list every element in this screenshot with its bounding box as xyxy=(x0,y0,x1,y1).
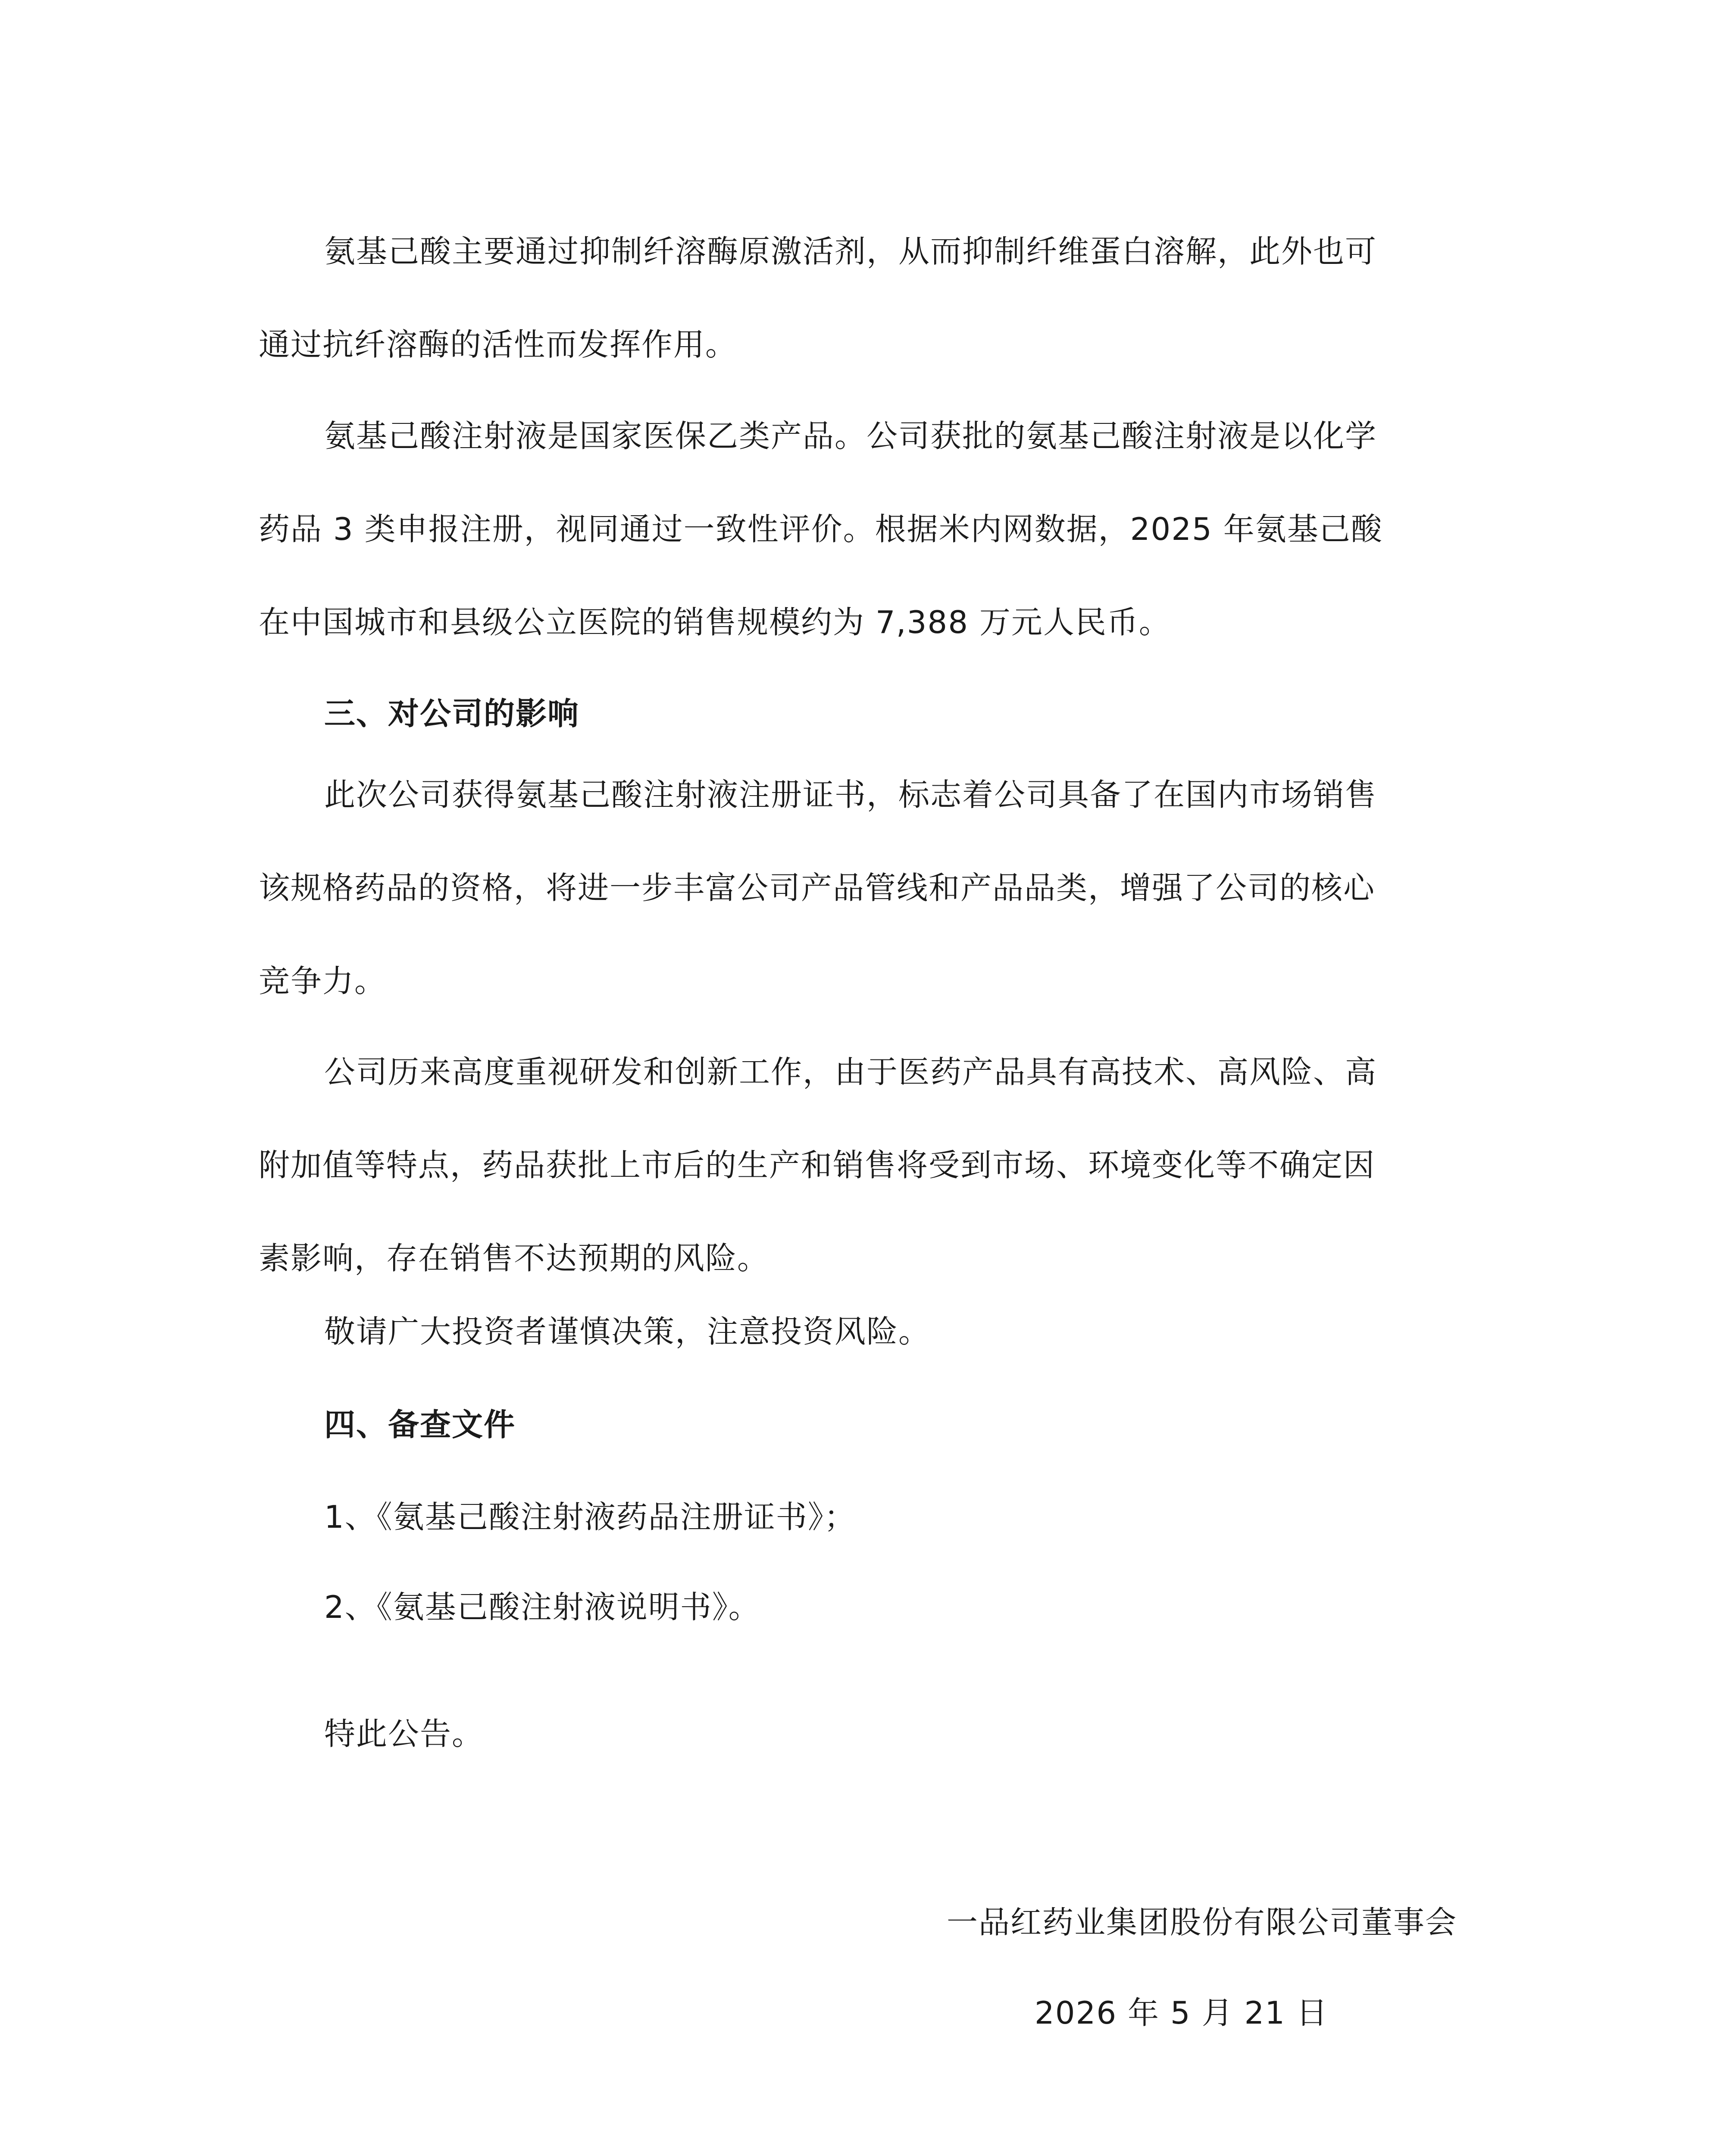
paragraph-risk xyxy=(259,1025,1457,1305)
paragraph-line: 药品 3 类申报注册，视同通过一致性评价。根据米内网数据，2025 年氨基己酸 xyxy=(259,511,1383,547)
paragraph-line: 素影响，存在销售不达预期的风险。 xyxy=(259,1240,769,1276)
reference-file-item: 1、《氨基己酸注射液药品注册证书》； xyxy=(324,1499,856,1535)
section-heading-reference-files: 四、备查文件 xyxy=(324,1407,516,1443)
paragraph-line: 竞争力。 xyxy=(259,963,387,999)
reference-file-item: 2、《氨基己酸注射液说明书》。 xyxy=(324,1589,760,1625)
paragraph-line: 附加值等特点，药品获批上市后的生产和销售将受到市场、环境变化等不确定因 xyxy=(259,1147,1376,1183)
paragraph-line: 此次公司获得氨基己酸注射液注册证书，标志着公司具备了在国内市场销售 xyxy=(324,777,1377,813)
paragraph-line: 氨基己酸主要通过抑制纤溶酶原激活剂，从而抑制纤维蛋白溶解，此外也可 xyxy=(324,233,1377,270)
paragraph-line: 在中国城市和县级公立医院的销售规模约为 7,388 万元人民币。 xyxy=(259,604,1171,640)
paragraph-product-info xyxy=(259,389,1457,669)
closing-statement: 特此公告。 xyxy=(324,1716,484,1752)
paragraph-line: 公司历来高度重视研发和创新工作，由于医药产品具有高技术、高风险、高 xyxy=(324,1054,1377,1090)
paragraph-line: 通过抗纤溶酶的活性而发挥作用。 xyxy=(259,326,738,363)
paragraph-mechanism xyxy=(259,205,1457,391)
paragraph-line: 氨基己酸注射液是国家医保乙类产品。公司获批的氨基己酸注射液是以化学 xyxy=(324,418,1377,454)
announcement-date: 2026 年 5 月 21 日 xyxy=(1034,1995,1328,2031)
paragraph-investor-notice: 敬请广大投资者谨慎决策，注意投资风险。 xyxy=(324,1313,931,1350)
section-heading-impact: 三、对公司的影响 xyxy=(324,696,580,732)
paragraph-line: 该规格药品的资格，将进一步丰富公司产品管线和产品品类，增强了公司的核心 xyxy=(259,870,1376,906)
paragraph-impact xyxy=(259,748,1457,1028)
signature-board: 一品红药业集团股份有限公司董事会 xyxy=(946,1904,1457,1940)
